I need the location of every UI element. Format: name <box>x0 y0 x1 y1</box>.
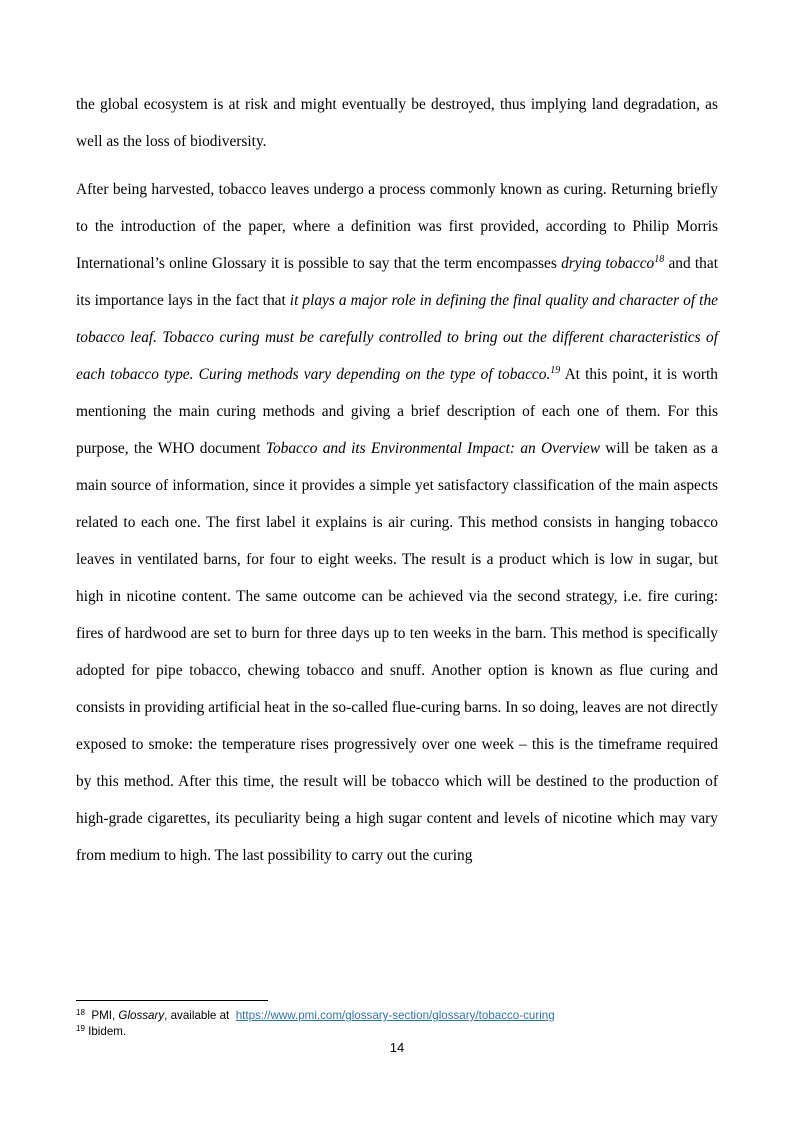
paragraph-text: will be taken as a main source of information, since it provides a simple yet satisfactory classification of the main aspects related to each one. The first label it explains is air curing. This method consists in hanging tobacco leaves in ventilated barns, for four to eight weeks. The result is a product which is low in sugar, but high in nicotine content. The same outcome can be achieved via the second strategy, i.e. fire curing: fires of hardwood are set to burn for three days up to ten weeks in the barn. This method is specifically adopted for pipe tobacco, chewing tobacco and snuff. Another option is known as flue curing and consists in providing artificial heat in the so-called flue-curing barns. In so doing, leaves are not directly exposed to smoke: the temperature rises progressively over one week – this is the timeframe required by this method. After this time, the result will be tobacco which will be destined to the production of high-grade cigarettes, its peculiarity being a high sugar content and levels of nicotine which may vary from medium to high. The last possibility to carry out the curing <box>76 440 718 864</box>
footnote-19 <box>76 1024 718 1040</box>
footnote-text: Ibidem. <box>88 1025 127 1038</box>
body-paragraph-1 <box>76 86 718 160</box>
paragraph-text: and that its importance lays in the fact that <box>76 255 718 309</box>
footnote-ref-18[interactable]: 18 <box>654 254 665 265</box>
paragraph-text: At this point, it is worth mentioning the main curing methods and giving a brief description of each one of them. For this purpose, the WHO document <box>76 366 718 457</box>
italic-quote: it plays a major role in defining the final quality and character of the tobacco leaf. Tobacco curing must be carefully controlled to bring out the different characteristics of each tobacco type. Curing methods vary depending on the type of tobacco. <box>76 292 718 383</box>
footnote-number: 18 <box>76 1008 85 1017</box>
paragraph-text: After being harvested, tobacco leaves undergo a process commonly known as curing. Returning briefly to the introduction of the paper, where a definition was first provided, according to Philip Morris International’s online Glossary it is possible to say that the term encompasses <box>76 181 718 272</box>
footnote-link[interactable]: https://www.pmi.com/glossary-section/glossary/tobacco-curing <box>235 1009 555 1022</box>
paragraph-text: the global ecosystem is at risk and might eventually be destroyed, thus implying land degradation, as well as the loss of biodiversity. <box>76 96 718 150</box>
page-number: 14 <box>389 1040 405 1055</box>
footnotes <box>76 1008 718 1040</box>
footnote-number: 19 <box>76 1024 85 1033</box>
footnote-text: PMI, <box>91 1009 119 1022</box>
body-paragraph-2 <box>76 171 718 874</box>
footnote-italic: Glossary <box>118 1009 165 1022</box>
footnote-18 <box>76 1008 718 1024</box>
footnote-text: , available at <box>164 1009 233 1022</box>
footnote-ref-19[interactable]: 19 <box>550 365 561 376</box>
italic-term: drying tobacco <box>561 255 655 272</box>
footnote-separator <box>76 1000 268 1001</box>
italic-document-title: Tobacco and its Environmental Impact: an Overview <box>265 440 600 457</box>
